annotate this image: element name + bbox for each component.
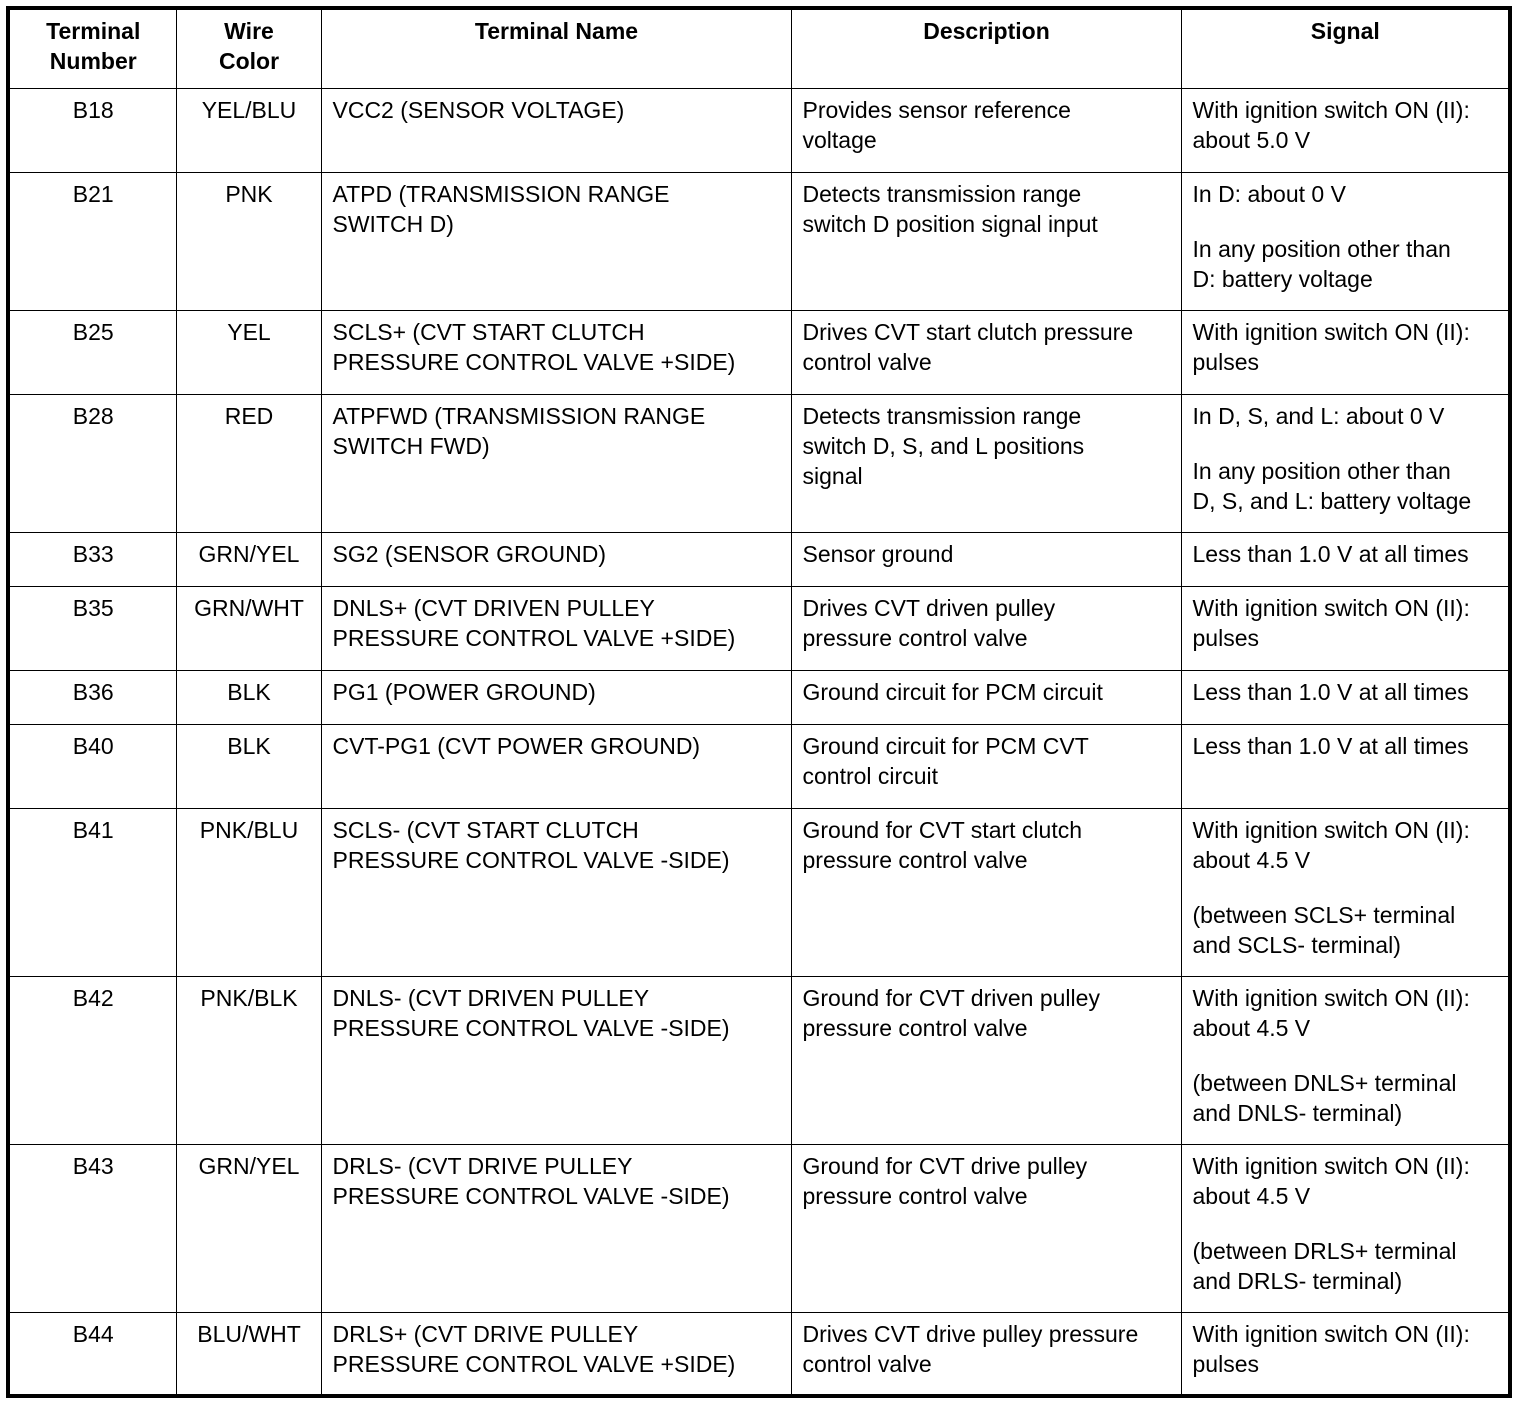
signal-paragraph bbox=[1193, 1236, 1499, 1296]
terminal-number-cell bbox=[8, 89, 176, 173]
wire-color-cell bbox=[176, 89, 321, 173]
terminal-name-cell bbox=[321, 1313, 791, 1396]
terminal-name-line: CVT-PG1 (CVT POWER GROUND) bbox=[332, 733, 701, 759]
signal-line: and DRLS- terminal) bbox=[1192, 1268, 1403, 1294]
terminal-name-cell bbox=[321, 1145, 791, 1313]
header-wire-color-line: Color bbox=[218, 48, 280, 74]
wire-color-cell bbox=[176, 395, 321, 533]
description-cell bbox=[791, 311, 1181, 395]
terminal-name-line: ATPFWD (TRANSMISSION RANGE bbox=[332, 403, 706, 429]
table-row bbox=[8, 311, 1510, 395]
terminal-number: B41 bbox=[72, 817, 114, 843]
terminal-name-line: PG1 (POWER GROUND) bbox=[332, 679, 596, 705]
signal-line: With ignition switch ON (II): bbox=[1192, 1153, 1470, 1179]
signal-paragraph bbox=[1193, 401, 1499, 431]
terminal-number-cell bbox=[8, 977, 176, 1145]
terminal-number-cell bbox=[8, 725, 176, 809]
description-line: voltage bbox=[802, 127, 877, 153]
header-terminal-number bbox=[8, 8, 176, 89]
terminal-number: B33 bbox=[72, 541, 114, 567]
wire-color-cell bbox=[176, 977, 321, 1145]
terminal-name-cell bbox=[321, 587, 791, 671]
terminal-number-cell bbox=[8, 311, 176, 395]
header-terminal-name: Terminal Name bbox=[321, 8, 791, 89]
description-cell bbox=[791, 1145, 1181, 1313]
description-line: Detects transmission range bbox=[802, 403, 1082, 429]
signal-paragraph bbox=[1193, 1319, 1499, 1379]
description-line: control valve bbox=[802, 349, 932, 375]
terminal-number-cell bbox=[8, 671, 176, 725]
description-cell bbox=[791, 395, 1181, 533]
wire-color: BLU/WHT bbox=[197, 1321, 301, 1347]
description-cell bbox=[791, 173, 1181, 311]
terminal-number: B43 bbox=[72, 1153, 114, 1179]
terminal-name-line: PRESSURE CONTROL VALVE +SIDE) bbox=[332, 1351, 736, 1377]
signal-paragraph bbox=[1193, 1068, 1499, 1128]
wire-color-cell bbox=[176, 671, 321, 725]
description-line: Ground for CVT start clutch bbox=[802, 817, 1083, 843]
terminal-name-line: DNLS+ (CVT DRIVEN PULLEY bbox=[332, 595, 655, 621]
signal-cell bbox=[1181, 1313, 1510, 1396]
description-cell bbox=[791, 1313, 1181, 1396]
description-line: switch D position signal input bbox=[802, 211, 1098, 237]
signal-paragraph bbox=[1193, 731, 1499, 761]
description-line: pressure control valve bbox=[802, 1183, 1028, 1209]
description-line: signal bbox=[802, 463, 863, 489]
terminal-name-line: DRLS- (CVT DRIVE PULLEY bbox=[332, 1153, 633, 1179]
terminal-number: B40 bbox=[72, 733, 114, 759]
header-terminal-number-line: Terminal bbox=[46, 18, 141, 44]
table-row bbox=[8, 395, 1510, 533]
table-row bbox=[8, 89, 1510, 173]
wire-color-cell bbox=[176, 173, 321, 311]
signal-paragraph bbox=[1193, 539, 1499, 569]
header-wire-color-line: Wire bbox=[224, 18, 274, 44]
terminal-number: B42 bbox=[72, 985, 114, 1011]
description-cell bbox=[791, 725, 1181, 809]
table-row bbox=[8, 533, 1510, 587]
terminal-name-line: PRESSURE CONTROL VALVE -SIDE) bbox=[332, 1183, 730, 1209]
wire-color-cell bbox=[176, 587, 321, 671]
signal-line: With ignition switch ON (II): bbox=[1192, 97, 1470, 123]
terminal-number-cell bbox=[8, 173, 176, 311]
wire-color-cell bbox=[176, 1145, 321, 1313]
header-wire-color bbox=[176, 8, 321, 89]
terminal-name-cell bbox=[321, 533, 791, 587]
signal-paragraph bbox=[1193, 815, 1499, 875]
terminal-name-cell bbox=[321, 311, 791, 395]
terminal-name-line: PRESSURE CONTROL VALVE +SIDE) bbox=[332, 625, 736, 651]
terminal-name-cell bbox=[321, 89, 791, 173]
signal-paragraph bbox=[1193, 677, 1499, 707]
terminal-number: B21 bbox=[72, 181, 114, 207]
signal-line: With ignition switch ON (II): bbox=[1192, 595, 1470, 621]
wire-color: YEL bbox=[227, 319, 271, 345]
signal-line: (between SCLS+ terminal bbox=[1192, 902, 1456, 928]
description-line: Drives CVT drive pulley pressure bbox=[802, 1321, 1139, 1347]
terminal-number: B28 bbox=[72, 403, 114, 429]
table-row bbox=[8, 173, 1510, 311]
terminal-name-cell bbox=[321, 173, 791, 311]
signal-line: In any position other than bbox=[1192, 458, 1451, 484]
signal-cell bbox=[1181, 977, 1510, 1145]
terminal-name-line: SWITCH FWD) bbox=[332, 433, 490, 459]
terminal-name-line: PRESSURE CONTROL VALVE -SIDE) bbox=[332, 1015, 730, 1041]
description-cell bbox=[791, 533, 1181, 587]
signal-paragraph bbox=[1193, 593, 1499, 653]
wire-color: YEL/BLU bbox=[201, 97, 297, 123]
table-row bbox=[8, 977, 1510, 1145]
terminal-number: B36 bbox=[72, 679, 114, 705]
terminal-table-wrapper bbox=[6, 6, 1512, 1398]
terminal-name-line: SG2 (SENSOR GROUND) bbox=[332, 541, 606, 567]
signal-cell bbox=[1181, 809, 1510, 977]
wire-color: GRN/YEL bbox=[198, 541, 300, 567]
signal-cell bbox=[1181, 311, 1510, 395]
description-cell bbox=[791, 89, 1181, 173]
description-line: pressure control valve bbox=[802, 625, 1028, 651]
description-line: Provides sensor reference bbox=[802, 97, 1071, 123]
description-line: Ground circuit for PCM circuit bbox=[802, 679, 1103, 705]
signal-cell bbox=[1181, 587, 1510, 671]
signal-line: about 4.5 V bbox=[1192, 847, 1311, 873]
signal-line: Less than 1.0 V at all times bbox=[1192, 679, 1469, 705]
signal-line: pulses bbox=[1192, 625, 1259, 651]
table-row bbox=[8, 809, 1510, 977]
signal-paragraph bbox=[1193, 983, 1499, 1043]
table-body bbox=[8, 89, 1510, 1396]
terminal-number-cell bbox=[8, 1313, 176, 1396]
wire-color-cell bbox=[176, 809, 321, 977]
description-line: Ground for CVT drive pulley bbox=[802, 1153, 1088, 1179]
signal-cell bbox=[1181, 395, 1510, 533]
terminal-number: B25 bbox=[72, 319, 114, 345]
terminal-name-line: PRESSURE CONTROL VALVE -SIDE) bbox=[332, 847, 730, 873]
signal-paragraph bbox=[1193, 95, 1499, 155]
wire-color: PNK bbox=[225, 181, 273, 207]
signal-cell bbox=[1181, 533, 1510, 587]
terminal-name-cell bbox=[321, 671, 791, 725]
terminal-name-line: SCLS+ (CVT START CLUTCH bbox=[332, 319, 645, 345]
terminal-table bbox=[6, 6, 1512, 1398]
signal-line: In D: about 0 V bbox=[1192, 181, 1346, 207]
terminal-name-line: SCLS- (CVT START CLUTCH bbox=[332, 817, 639, 843]
signal-line: (between DRLS+ terminal bbox=[1192, 1238, 1457, 1264]
wire-color-cell bbox=[176, 725, 321, 809]
signal-line: pulses bbox=[1192, 349, 1259, 375]
signal-line: D: battery voltage bbox=[1192, 266, 1373, 292]
terminal-name-line: VCC2 (SENSOR VOLTAGE) bbox=[332, 97, 625, 123]
description-cell bbox=[791, 587, 1181, 671]
description-line: Sensor ground bbox=[802, 541, 954, 567]
signal-paragraph bbox=[1193, 1151, 1499, 1211]
wire-color-cell bbox=[176, 533, 321, 587]
table-row bbox=[8, 1313, 1510, 1396]
signal-paragraph bbox=[1193, 179, 1499, 209]
terminal-number-cell bbox=[8, 395, 176, 533]
header-terminal-number-line: Number bbox=[49, 48, 137, 74]
signal-line: Less than 1.0 V at all times bbox=[1192, 733, 1469, 759]
signal-line: In any position other than bbox=[1192, 236, 1451, 262]
terminal-name-line: ATPD (TRANSMISSION RANGE bbox=[332, 181, 670, 207]
signal-line: D, S, and L: battery voltage bbox=[1192, 488, 1472, 514]
terminal-number-cell bbox=[8, 809, 176, 977]
wire-color-cell bbox=[176, 311, 321, 395]
terminal-name-cell bbox=[321, 809, 791, 977]
description-line: control valve bbox=[802, 1351, 932, 1377]
description-line: pressure control valve bbox=[802, 847, 1028, 873]
description-line: Drives CVT start clutch pressure bbox=[802, 319, 1134, 345]
wire-color: PNK/BLU bbox=[199, 817, 299, 843]
description-line: control circuit bbox=[802, 763, 938, 789]
signal-cell bbox=[1181, 173, 1510, 311]
description-line: Drives CVT driven pulley bbox=[802, 595, 1056, 621]
table-row bbox=[8, 1145, 1510, 1313]
description-cell bbox=[791, 671, 1181, 725]
signal-paragraph bbox=[1193, 900, 1499, 960]
description-cell bbox=[791, 809, 1181, 977]
signal-line: (between DNLS+ terminal bbox=[1192, 1070, 1457, 1096]
terminal-number: B18 bbox=[72, 97, 114, 123]
wire-color: PNK/BLK bbox=[200, 985, 298, 1011]
wire-color: BLK bbox=[227, 679, 271, 705]
terminal-name-line: SWITCH D) bbox=[332, 211, 454, 237]
terminal-name-cell bbox=[321, 977, 791, 1145]
description-line: switch D, S, and L positions bbox=[802, 433, 1085, 459]
signal-line: about 4.5 V bbox=[1192, 1183, 1311, 1209]
wire-color-cell bbox=[176, 1313, 321, 1396]
signal-line: With ignition switch ON (II): bbox=[1192, 985, 1470, 1011]
header-signal: Signal bbox=[1181, 8, 1510, 89]
signal-line: about 4.5 V bbox=[1192, 1015, 1311, 1041]
table-row bbox=[8, 725, 1510, 809]
terminal-number: B35 bbox=[72, 595, 114, 621]
signal-paragraph bbox=[1193, 456, 1499, 516]
wire-color: RED bbox=[224, 403, 274, 429]
wire-color: GRN/YEL bbox=[198, 1153, 300, 1179]
description-line: Detects transmission range bbox=[802, 181, 1082, 207]
terminal-name-cell bbox=[321, 725, 791, 809]
terminal-name-line: DNLS- (CVT DRIVEN PULLEY bbox=[332, 985, 650, 1011]
terminal-number: B44 bbox=[72, 1321, 114, 1347]
signal-line: With ignition switch ON (II): bbox=[1192, 817, 1470, 843]
description-cell bbox=[791, 977, 1181, 1145]
signal-cell bbox=[1181, 671, 1510, 725]
table-row bbox=[8, 587, 1510, 671]
terminal-name-cell bbox=[321, 395, 791, 533]
signal-line: and SCLS- terminal) bbox=[1192, 932, 1401, 958]
wire-color: BLK bbox=[227, 733, 271, 759]
description-line: Ground for CVT driven pulley bbox=[802, 985, 1100, 1011]
signal-paragraph bbox=[1193, 234, 1499, 294]
terminal-number-cell bbox=[8, 587, 176, 671]
signal-line: pulses bbox=[1192, 1351, 1259, 1377]
header-description: Description bbox=[791, 8, 1181, 89]
terminal-name-line: PRESSURE CONTROL VALVE +SIDE) bbox=[332, 349, 736, 375]
terminal-number-cell bbox=[8, 1145, 176, 1313]
terminal-name-line: DRLS+ (CVT DRIVE PULLEY bbox=[332, 1321, 639, 1347]
description-line: pressure control valve bbox=[802, 1015, 1028, 1041]
wire-color: GRN/WHT bbox=[194, 595, 304, 621]
signal-line: With ignition switch ON (II): bbox=[1192, 319, 1470, 345]
signal-cell bbox=[1181, 89, 1510, 173]
signal-line: In D, S, and L: about 0 V bbox=[1192, 403, 1445, 429]
signal-line: Less than 1.0 V at all times bbox=[1192, 541, 1469, 567]
signal-line: about 5.0 V bbox=[1192, 127, 1311, 153]
signal-cell bbox=[1181, 725, 1510, 809]
description-line: Ground circuit for PCM CVT bbox=[802, 733, 1089, 759]
signal-line: and DNLS- terminal) bbox=[1192, 1100, 1403, 1126]
table-header-row bbox=[8, 8, 1510, 89]
terminal-number-cell bbox=[8, 533, 176, 587]
signal-line: With ignition switch ON (II): bbox=[1192, 1321, 1470, 1347]
signal-paragraph bbox=[1193, 317, 1499, 377]
table-row bbox=[8, 671, 1510, 725]
signal-cell bbox=[1181, 1145, 1510, 1313]
